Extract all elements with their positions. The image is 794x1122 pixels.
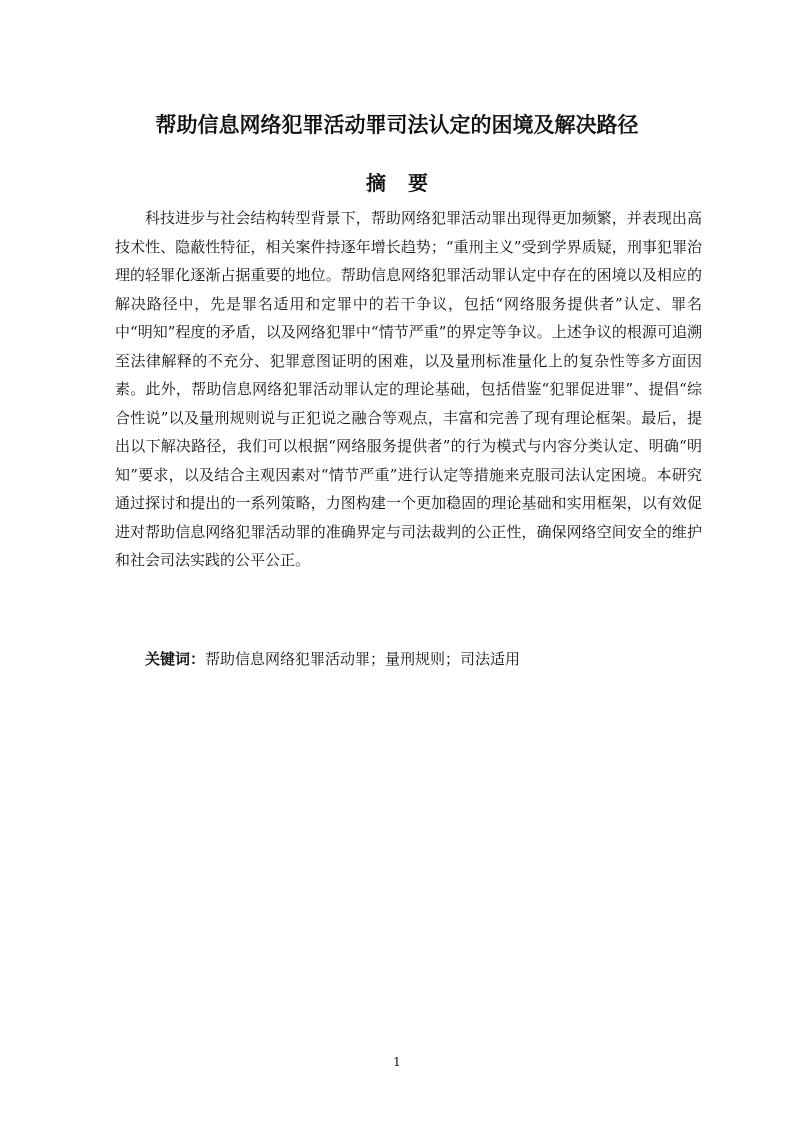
keywords-value: 帮助信息网络犯罪活动罪；量刑规则；司法适用 [205,650,521,668]
abstract-paragraph: 科技进步与社会结构转型背景下，帮助网络犯罪活动罪出现得更加频繁，并表现出高技术性、隐蔽性特征，相关案件持逐年增长趋势；“重刑主义”受到学界质疑，刑事犯罪治理的轻罪化逐渐占据重要的地位。帮助信息网络犯罪活动罪认定中存在的困境以及相应的解决路径中，先是罪名适用和定罪中的若干争议，包括“网络服务提供者”认定、罪名中“明知”程度的矛盾，以及网络犯罪中“情节严重”的界定等争议。上述争议的根源可追溯至法律解释的不充分、犯罪意图证明的困难，以及量刑标准量化上的复杂性等多方面因素。此外，帮助信息网络犯罪活动罪认定的理论基础，包括借鉴“犯罪促进罪”、提倡“综合性说”以及量刑规则说与正犯说之融合等观点，丰富和完善了现有理论框架。最后，提出以下解决路径，我们可以根据“网络服务提供者”的行为模式与内容分类认定、明确“明知”要求，以及结合主观因素对“情节严重”进行认定等措施来克服司法认定困境。本研究通过探讨和提出的一系列策略，力图构建一个更加稳固的理论基础和实用框架，以有效促进对帮助信息网络犯罪活动罪的准确界定与司法裁判的公正性，确保网络空间安全的维护和社会司法实践的公平公正。 [115,209,702,569]
page-number: 1 [393,1055,401,1069]
document-title: 帮助信息网络犯罪活动罪司法认定的困境及解决路径 [155,113,639,137]
keywords-line [145,645,705,673]
abstract-heading: 摘要 [366,171,450,195]
keywords-label: 关键词： [145,650,206,668]
